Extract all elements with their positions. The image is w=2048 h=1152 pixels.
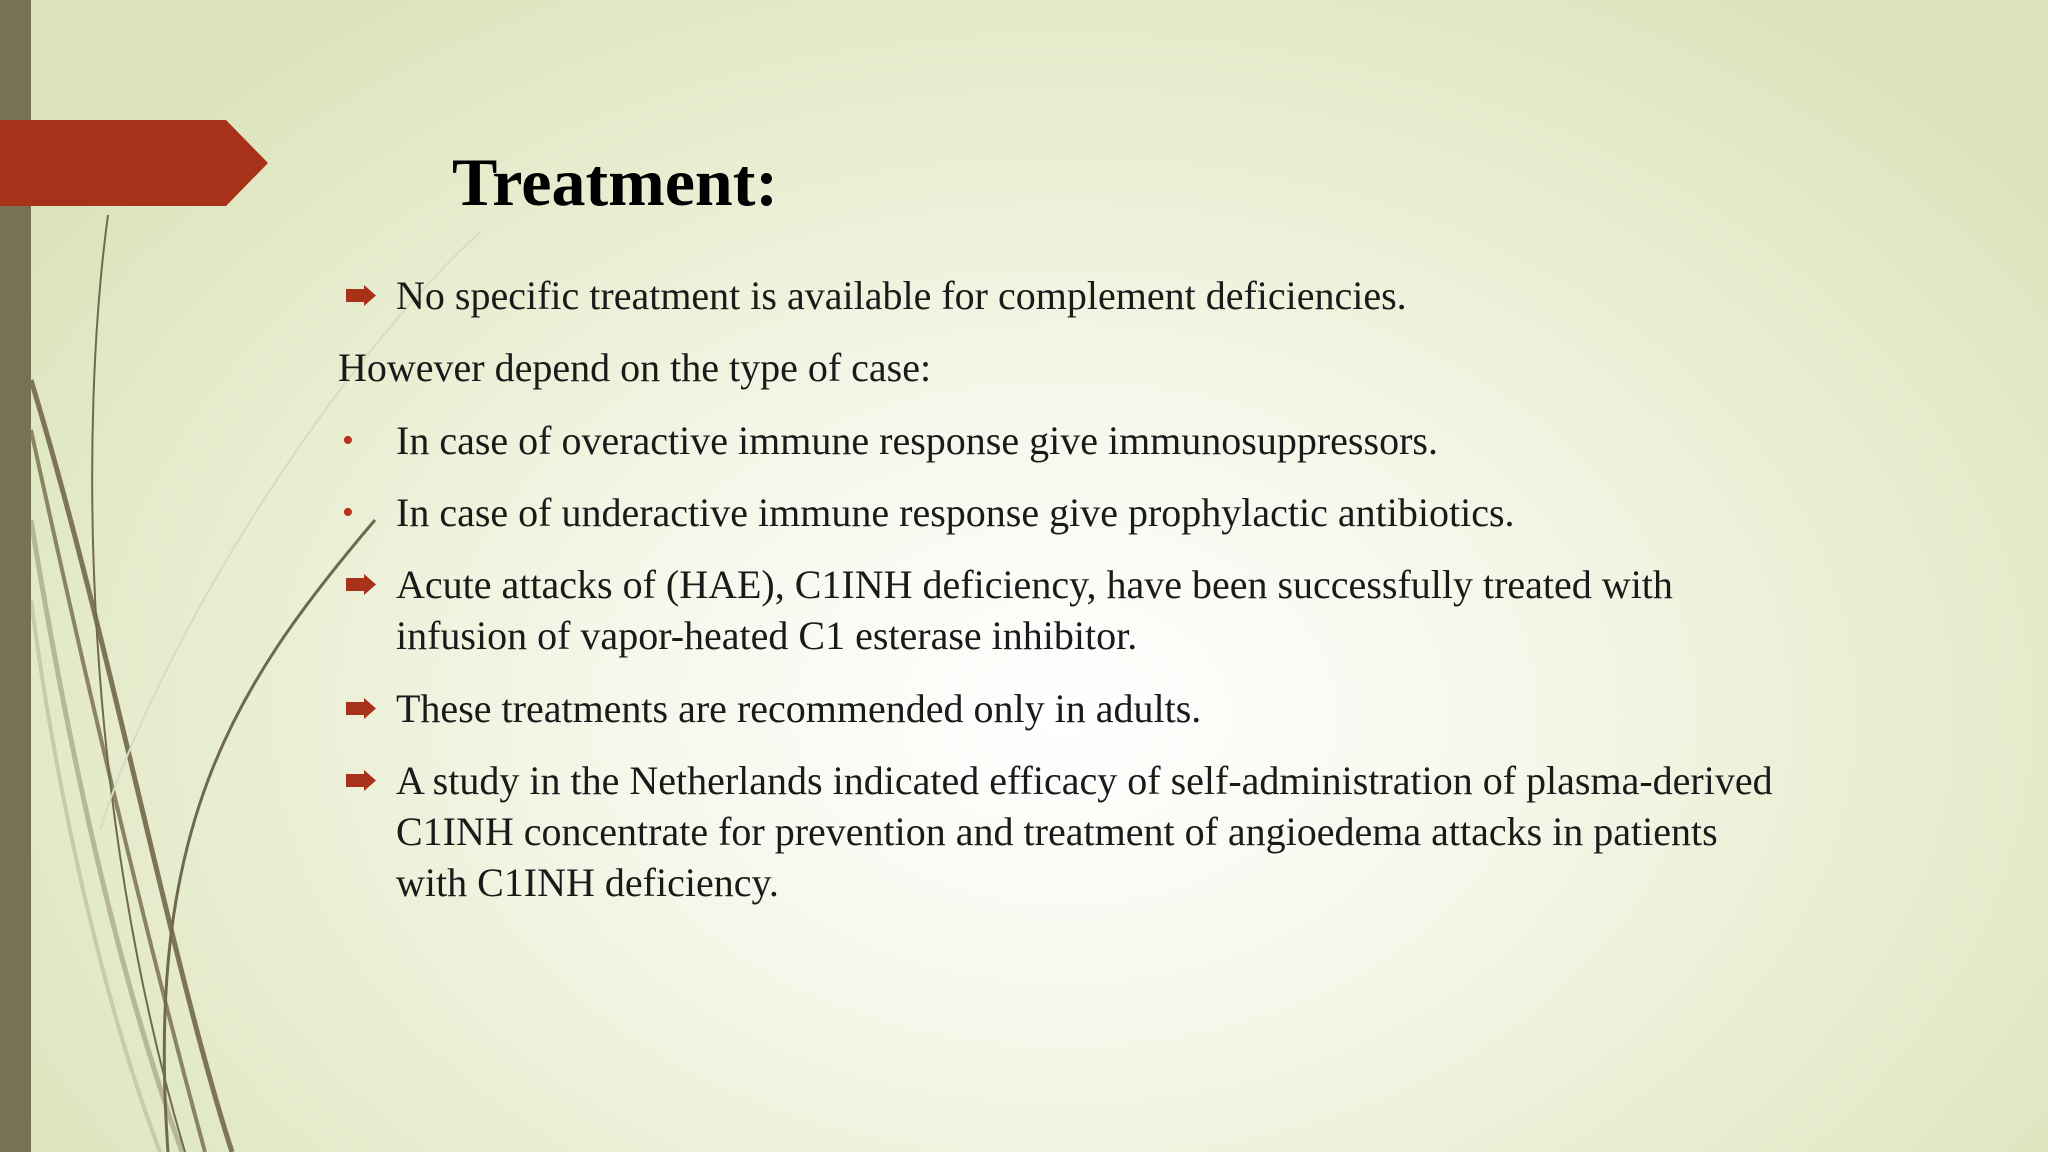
bullet-text: These treatments are recommended only in adults. [396,686,1202,731]
arrow-bullet-icon [342,683,382,734]
title-arrow-shape [0,120,270,206]
dot-bullet-icon: • [342,494,354,531]
bullet-text: A study in the Netherlands indicated efficacy of self-administration of plasma-derived C1INH concentrate for prevention and treatment of angioedema attacks in patients with C1INH deficiency. [396,758,1773,905]
slide-title: Treatment: [452,144,779,220]
bullet-item [338,270,1788,321]
bullet-text: Acute attacks of (HAE), C1INH deficiency, have been successfully treated with infusion of vapor-heated C1 esterase inhibitor. [396,562,1673,658]
dot-bullet-icon: • [342,422,354,459]
sub-bullet-item [338,415,1788,466]
bullet-text: In case of overactive immune response give immunosuppressors. [396,418,1438,463]
bullet-item [338,683,1788,734]
sub-bullet-item [338,487,1788,538]
arrow-bullet-icon [342,559,382,610]
bullet-text: In case of underactive immune response give prophylactic antibiotics. [396,490,1515,535]
bullet-text: No specific treatment is available for complement deficiencies. [396,273,1407,318]
list-subheading [338,342,1788,393]
arrow-bullet-icon [342,270,382,321]
subheading-text: However depend on the type of case: [338,345,932,390]
bullet-item [338,755,1788,908]
bullet-item [338,559,1788,661]
arrow-bullet-icon [342,755,382,806]
